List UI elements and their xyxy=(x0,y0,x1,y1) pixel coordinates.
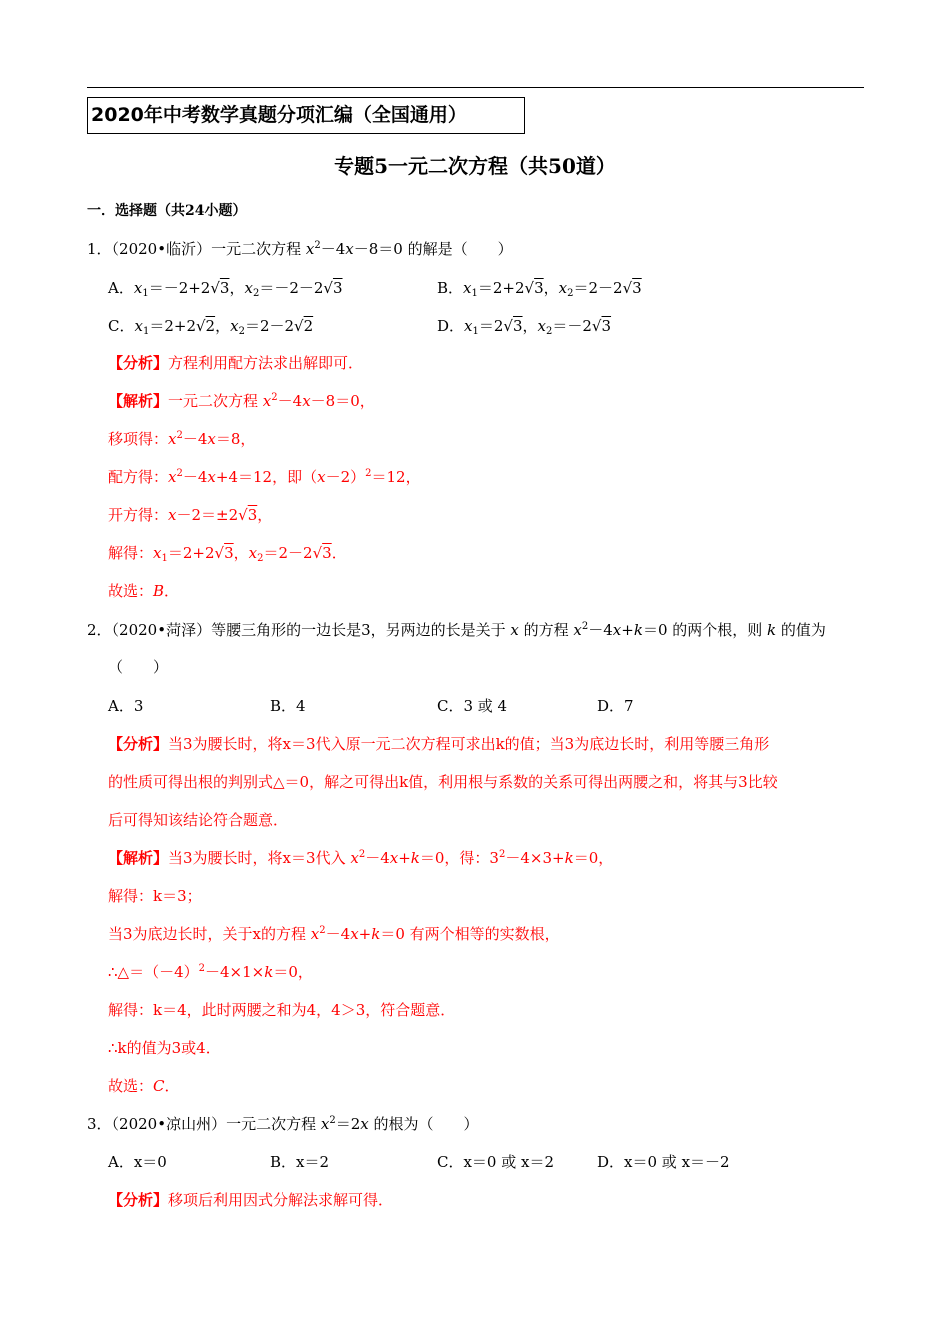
q2-solution-line-1: 【解析】当3为腰长时，将x＝3代入 $x^2-4x+k=0$，得：$3^2-4\times 3+k=0$， xyxy=(108,849,614,867)
q2-solution-line-5: 解得：k＝4，此时两腰之和为4，4＞3，符合题意． xyxy=(108,1001,456,1019)
q3-option-b: B．x＝2 xyxy=(270,1153,330,1171)
q1-step-result: 解得：$x_1=2+2√3$，$x_2=2-2√3$． xyxy=(108,544,347,564)
q3-option-d: D．x＝0 或 x＝－2 xyxy=(597,1153,730,1171)
q2-option-b: B．4 xyxy=(270,697,306,715)
q3-analysis: 【分析】移项后利用因式分解法求解可得． xyxy=(108,1191,394,1209)
q3-option-a: A．x＝0 xyxy=(108,1153,167,1171)
q1-stem: 1．（2020•临沂）一元二次方程 $x^2-4x-8=0$ 的解是（ ） xyxy=(87,240,513,258)
collection-title-box: 2020年中考数学真题分项汇编（全国通用） xyxy=(87,97,525,134)
q2-stem: 2．（2020•菏泽）等腰三角形的一边长是3，另两边的长是关于 x 的方程 $x^2-4x+k=0$ 的两个根，则 k 的值为 xyxy=(87,621,826,639)
q1-answer: 故选：B． xyxy=(108,582,180,600)
section-heading: 一．选择题（共24小题） xyxy=(87,203,247,219)
q1-step-complete-square: 配方得：$x^2-4x+4=12$，即$(x-2)^2=12$， xyxy=(108,468,421,486)
q2-option-a: A．3 xyxy=(108,697,144,715)
q2-stem-paren: （ ） xyxy=(108,658,169,676)
q3-option-c: C．x＝0 或 x＝2 xyxy=(437,1153,555,1171)
document-title: 专题5一元二次方程（共50道） xyxy=(334,154,616,178)
q2-option-c: C．3 或 4 xyxy=(437,697,508,715)
q2-analysis-line-3: 后可得知该结论符合题意． xyxy=(108,811,289,829)
q2-solution-line-2: 解得：k＝3； xyxy=(108,887,202,905)
q1-solution-line: 【解析】一元二次方程 $x^2-4x-8=0$， xyxy=(108,392,375,410)
q2-answer: 故选：C． xyxy=(108,1077,180,1095)
q1-option-c: C．$x_1=2+2√2$，$x_2=2-2√2$ xyxy=(108,317,314,337)
q1-option-d: D．$x_1=2√3$，$x_2=-2√3$ xyxy=(437,317,612,337)
q1-option-b: B．$x_1=2+2√3$，$x_2=2-2√3$ xyxy=(437,279,642,299)
q1-step-move: 移项得：$x^2-4x=8$， xyxy=(108,430,256,448)
q2-solution-line-6: ∴k的值为3或4． xyxy=(108,1039,221,1057)
header-rule xyxy=(87,87,864,88)
q2-analysis-line-2: 的性质可得出根的判别式△＝0，解之可得出k值，利用根与系数的关系可得出两腰之和，将其与3比较 xyxy=(108,773,778,791)
q1-analysis: 【分析】方程利用配方法求出解即可． xyxy=(108,354,364,372)
q2-solution-line-3: 当3为底边长时，关于x的方程 $x^2-4x+k=0$ 有两个相等的实数根， xyxy=(108,925,560,943)
q3-stem: 3．（2020•凉山州）一元二次方程 $x^2=2x$ 的根为（ ） xyxy=(87,1115,479,1133)
q2-analysis-line-1: 【分析】当3为腰长时，将x＝3代入原一元二次方程可求出k的值；当3为底边长时，利用等腰三角形 xyxy=(108,735,770,753)
q2-option-d: D．7 xyxy=(597,697,634,715)
q2-solution-line-4: $\therefore\triangle=(-4)^2-4\times 1\times k=0$， xyxy=(108,963,313,981)
q1-step-root: 开方得：x－2＝±2√3， xyxy=(108,506,273,524)
q1-option-a: A．$x_1=-2+2√3$，$x_2=-2-2√3$ xyxy=(108,279,343,299)
